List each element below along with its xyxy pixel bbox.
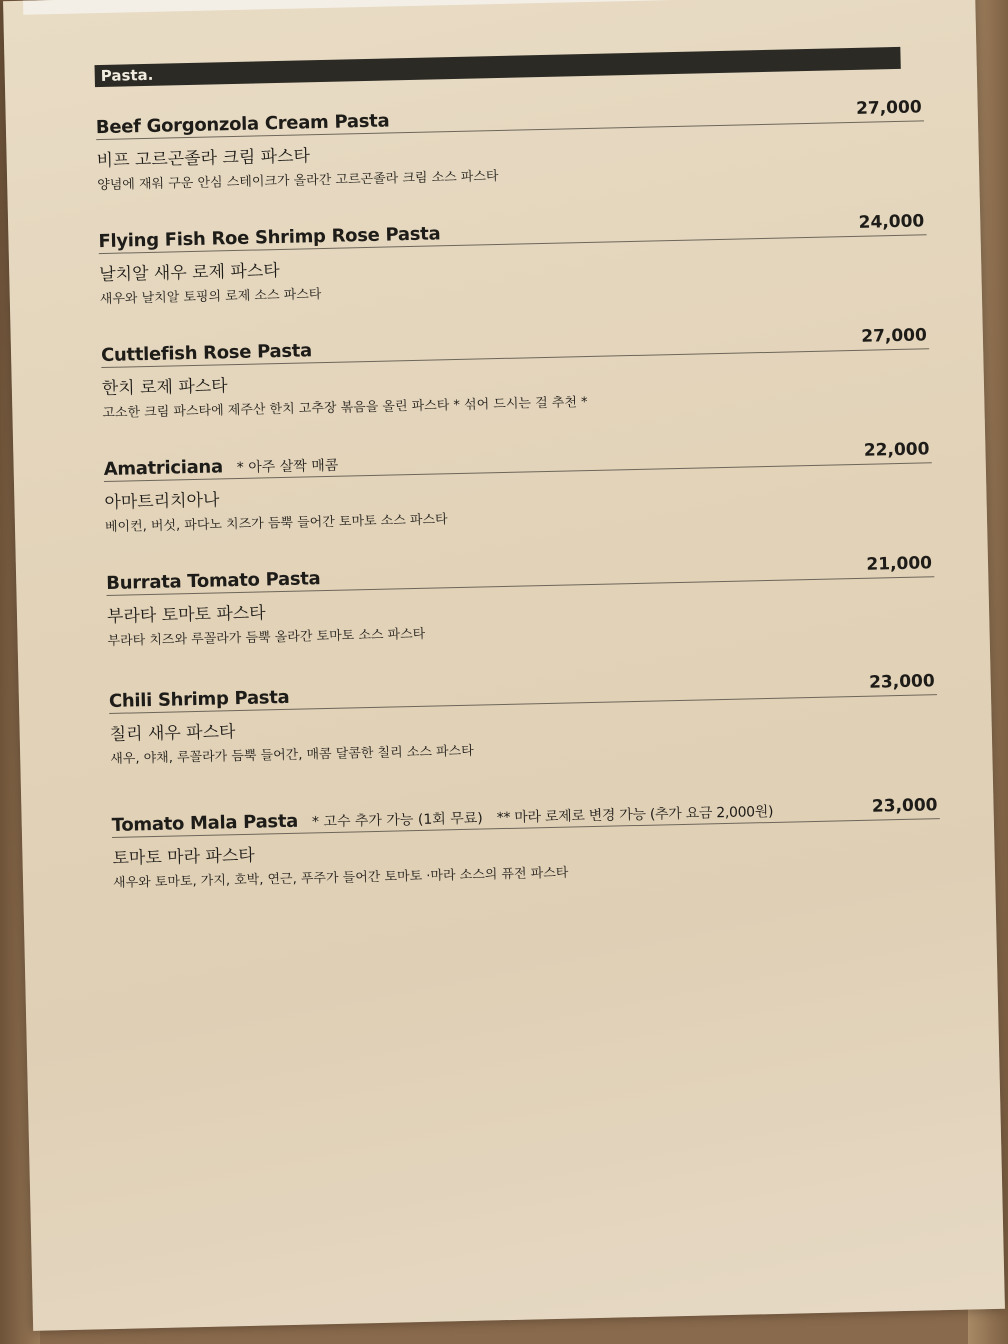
menu-item-description: 양념에 재워 구운 안심 스테이크가 올라간 고르곤졸라 크림 소스 파스타 [97, 169, 499, 194]
menu-item-cuttlefish-rose [101, 322, 931, 421]
menu-item-korean-name: 아마트리치아나 [104, 490, 220, 514]
menu-item-name: Chili Shrimp Pasta [108, 686, 290, 712]
menu-sheet [3, 0, 1005, 1331]
menu-item-korean-name: 칠리 새우 파스타 [109, 722, 236, 745]
menu-item-name: Flying Fish Roe Shrimp Rose Pasta [98, 223, 441, 253]
menu-item-price: 24,000 [858, 211, 925, 233]
menu-item-name: Burrata Tomato Pasta [106, 568, 321, 595]
section-title-bar: Pasta. [95, 47, 901, 87]
menu-item-description: 고소한 크림 파스타에 제주산 한치 고추장 볶음을 올린 파스타 * 섞어 드시는 걸 추천 * [102, 395, 588, 422]
menu-item-korean-name: 토마토 마라 파스타 [112, 845, 255, 869]
menu-item-price: 23,000 [871, 795, 938, 817]
menu-item-note: * 고수 추가 가능 (1회 무료) [311, 810, 483, 831]
menu-item-name: Tomato Mala Pasta * 고수 추가 가능 (1회 무료) ** 마라 로제로 변경 가능 (추가 요금 2,000원) [111, 803, 774, 836]
menu-item-korean-name: 부라타 토마토 파스타 [106, 603, 266, 627]
menu-item-name: Beef Gorgonzola Cream Pasta [95, 110, 390, 139]
menu-item-name: Cuttlefish Rose Pasta [100, 340, 313, 367]
menu-item-price: 27,000 [861, 325, 928, 347]
menu-item-burrata-tomato [106, 550, 936, 649]
menu-item-name: Amatriciana * 아주 살짝 매콤 [103, 456, 339, 481]
menu-item-description: 부라타 치즈와 루꼴라가 듬뿍 올라간 토마토 소스 파스타 [107, 626, 426, 649]
menu-item-description: 새우와 날치알 토핑의 로제 소스 파스타 [99, 287, 322, 308]
menu-item-flying-fish-roe [98, 208, 928, 307]
menu-item-tomato-mala [111, 792, 941, 891]
menu-item-description: 새우, 야채, 루꼴라가 듬뿍 들어간, 매콤 달콤한 칠리 소스 파스타 [110, 743, 474, 767]
menu-item-korean-name: 날치알 새우 로제 파스타 [99, 260, 280, 286]
paper-top-strip [23, 0, 963, 15]
menu-item-description: 베이컨, 버섯, 파다노 치즈가 듬뿍 들어간 토마토 소스 파스타 [104, 512, 448, 536]
menu-item-amatriciana [103, 436, 933, 535]
menu-item-price: 27,000 [855, 97, 922, 119]
menu-item-price: 23,000 [868, 671, 935, 693]
menu-item-note-secondary: ** 마라 로제로 변경 가능 (추가 요금 2,000원) [496, 803, 774, 827]
menu-item-note: * 아주 살짝 매콤 [236, 457, 339, 477]
menu-item-description: 새우와 토마토, 가지, 호박, 연근, 푸주가 들어간 토마토 ·마라 소스의 퓨전 파스타 [112, 865, 569, 891]
menu-item-price: 22,000 [863, 439, 930, 461]
menu-item-price: 21,000 [866, 553, 933, 575]
menu-item-korean-name: 비프 고르곤졸라 크림 파스타 [96, 146, 311, 172]
menu-item-chili-shrimp [109, 668, 939, 767]
menu-item-beef-gorgonzola [96, 94, 926, 193]
menu-item-korean-name: 한치 로제 파스타 [101, 376, 228, 400]
